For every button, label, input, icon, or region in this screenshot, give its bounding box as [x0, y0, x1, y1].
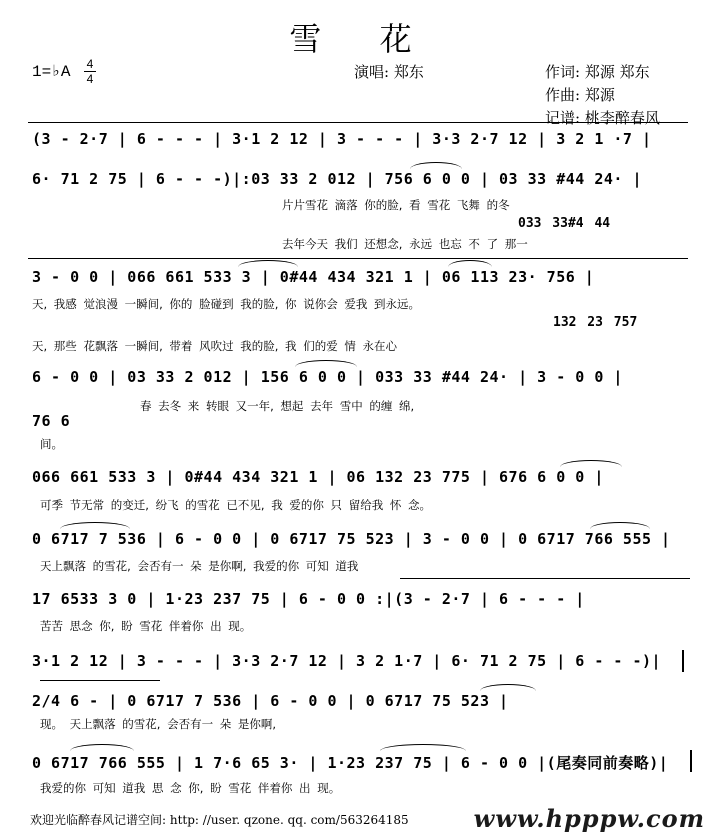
notation-line-3: 3 - 0 0 | 066 661 533 3 | 0#44 434 321 1 | 06 113 23· 756 | [32, 268, 595, 286]
slur-mark [448, 260, 492, 267]
lyric-line-7: 苦苦 思念 你, 盼 雪花 伴着你 出 现。 [40, 619, 252, 633]
slur-mark [590, 522, 650, 529]
lyric-line-3b: 天, 那些 花飘落 一瞬间, 带着 风吹过 我的脸, 我 们的爱 情 永在心 [32, 339, 398, 353]
notation-line-1: (3 - 2·7 | 6 - - - | 3·1 2 12 | 3 - - - | 3·3 2·7 12 | 3 2 1 ·7 | [32, 130, 652, 148]
lyric-line-3a: 天, 我感 觉浪漫 一瞬间, 你的 脸碰到 我的脸, 你 说你会 爱我 到永远。 [32, 297, 421, 311]
system-rule [28, 258, 688, 259]
final-barline [682, 650, 684, 672]
slur-mark [295, 360, 357, 367]
singer-credit: 演唱: 郑东 [354, 63, 424, 81]
slur-mark [238, 260, 298, 267]
lyric-line-10: 我爱的你 可知 道我 思 念 你, 盼 雪花 伴着你 出 现。 [40, 781, 341, 795]
lyric-line-9: 现。 天上飘落 的雪花, 会否有一 朵 是你啊, [40, 717, 277, 731]
lyricist-credit: 作词: 郑源 郑东 [545, 63, 650, 81]
transcriber-credit: 记谱: 桃李醉春风 [545, 109, 660, 127]
notation-line-9: 2/4 6 - | 0 6717 7 536 | 6 - 0 0 | 0 6717 75 523 | [32, 692, 509, 710]
notation-line-8: 3·1 2 12 | 3 - - - | 3·3 2·7 12 | 3 2 1·7 | 6· 71 2 75 | 6 - - -)| [32, 652, 662, 670]
time-signature-bottom: 4 [86, 72, 94, 86]
volta-bracket-2 [40, 680, 160, 681]
song-title: 雪 花 [289, 20, 436, 58]
footer-note: 欢迎光临醉春风记谱空间: http: //user. qzone. qq. com/563264185 [30, 813, 409, 827]
time-signature-top: 4 [86, 57, 94, 71]
lyric-line-5: 可季 节无常 的变迁, 纷飞 的雪花 已不见, 我 爱的你 只 留给我 怀 念。 [40, 498, 432, 512]
notation-line-6: 0 6717 7 536 | 6 - 0 0 | 0 6717 75 523 | 3 - 0 0 | 0 6717 766 555 | [32, 530, 671, 548]
notation-line-5: 066 661 533 3 | 0#44 434 321 1 | 06 132 23 775 | 676 6 0 0 | [32, 468, 604, 486]
lyric-line-4: 春 去冬 来 转眼 又一年, 想起 去年 雪中 的缠 绵, [140, 399, 415, 413]
notation-line-4b: 76 6 [32, 412, 71, 430]
volta-bracket-1 [400, 578, 690, 579]
slur-mark [380, 744, 466, 751]
lyric-line-2b: 去年今天 我们 还想念, 永远 也忘 不 了 那一 [282, 237, 528, 251]
final-barline [690, 750, 692, 772]
notation-line-2: 6· 71 2 75 | 6 - - -)|:03 33 2 012 | 756 6 0 0 | 03 33 #44 24· | [32, 170, 642, 188]
alt-notation-2: 033 33#4 44 [518, 216, 611, 231]
slur-mark [480, 684, 536, 691]
lyric-line-4b: 间。 [40, 437, 63, 451]
lyric-line-2a: 片片雪花 滴落 你的脸, 看 雪花 飞舞 的冬 [282, 198, 510, 212]
slur-mark [560, 460, 622, 467]
slur-mark [70, 744, 134, 751]
alt-notation-3: 132 23 757 [553, 315, 638, 330]
system-rule [28, 122, 688, 123]
notation-line-7: 17 6533 3 0 | 1·23 237 75 | 6 - 0 0 :|(3 - 2·7 | 6 - - - | [32, 590, 585, 608]
key-signature: 1=♭A [32, 63, 71, 81]
notation-line-4: 6 - 0 0 | 03 33 2 012 | 156 6 0 0 | 033 33 #44 24· | 3 - 0 0 | [32, 368, 623, 386]
lyric-line-6: 天上飘落 的雪花, 会否有一 朵 是你啊, 我爱的你 可知 道我 [40, 559, 359, 573]
slur-mark [410, 162, 462, 169]
composer-credit: 作曲: 郑源 [545, 86, 615, 104]
site-watermark: www.hpppw.com [473, 804, 705, 833]
slur-mark [60, 522, 130, 529]
notation-line-10: 0 6717 766 555 | 1 7·6 65 3· | 1·23 237 75 | 6 - 0 0 |(尾奏同前奏略)| [32, 754, 669, 772]
time-signature [84, 58, 96, 85]
